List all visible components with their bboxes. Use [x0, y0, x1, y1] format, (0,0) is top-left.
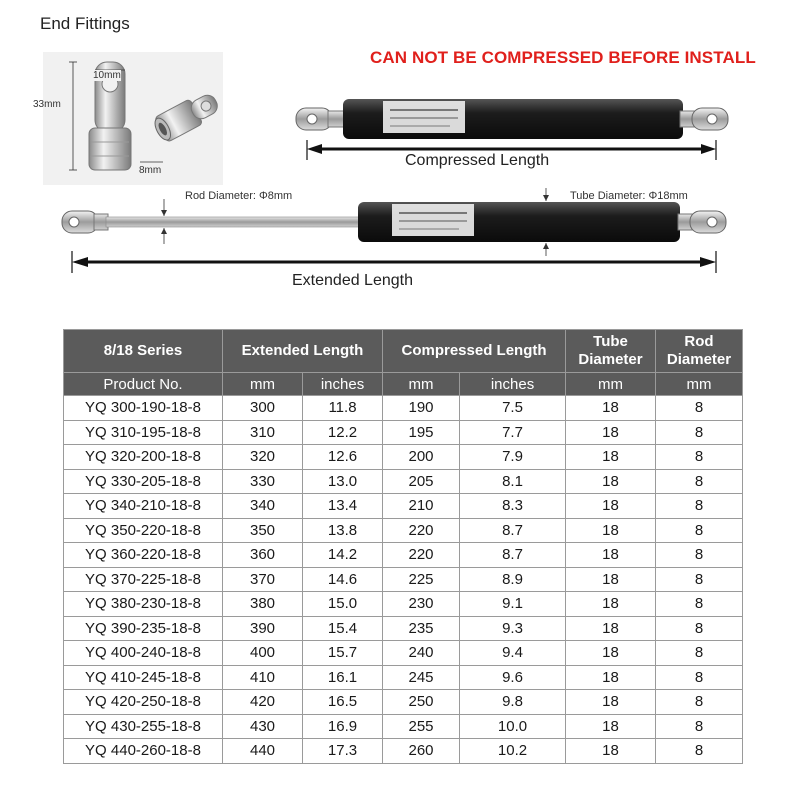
product-no-cell: YQ 350-220-18-8 — [64, 518, 223, 543]
subheader-unit: mm — [383, 373, 460, 396]
compressed-inches-cell: 7.7 — [460, 420, 566, 445]
table-row — [64, 592, 743, 617]
extended-mm-cell: 380 — [223, 592, 303, 617]
extended-mm-cell: 400 — [223, 641, 303, 666]
header-series: 8/18 Series — [64, 330, 223, 373]
product-no-cell: YQ 330-205-18-8 — [64, 469, 223, 494]
compressed-inches-cell: 7.9 — [460, 445, 566, 470]
compressed-mm-cell: 210 — [383, 494, 460, 519]
fitting-height-dimension: 33mm — [33, 99, 61, 110]
rod-diameter-cell: 8 — [656, 396, 743, 421]
header-compressed-length: Compressed Length — [383, 330, 566, 373]
extended-inches-cell: 13.0 — [303, 469, 383, 494]
compressed-mm-cell: 200 — [383, 445, 460, 470]
extended-mm-cell: 410 — [223, 665, 303, 690]
tube-diameter-cell: 18 — [566, 420, 656, 445]
tube-diameter-cell: 18 — [566, 714, 656, 739]
compressed-inches-cell: 8.1 — [460, 469, 566, 494]
extended-inches-cell: 11.8 — [303, 396, 383, 421]
product-no-cell: YQ 420-250-18-8 — [64, 690, 223, 715]
table-subheader-row — [64, 373, 743, 396]
compressed-inches-cell: 8.9 — [460, 567, 566, 592]
table-row — [64, 445, 743, 470]
compressed-inches-cell: 9.3 — [460, 616, 566, 641]
table-row — [64, 567, 743, 592]
end-fittings-title: End Fittings — [40, 14, 130, 33]
extended-inches-cell: 12.2 — [303, 420, 383, 445]
compressed-mm-cell: 250 — [383, 690, 460, 715]
tube-diameter-cell: 18 — [566, 567, 656, 592]
product-no-cell: YQ 390-235-18-8 — [64, 616, 223, 641]
tube-diameter-cell: 18 — [566, 469, 656, 494]
subheader-unit: mm — [566, 373, 656, 396]
compressed-inches-cell: 10.0 — [460, 714, 566, 739]
fitting-width-dimension: 10mm — [93, 70, 121, 81]
product-no-cell: YQ 320-200-18-8 — [64, 445, 223, 470]
rod-diameter-cell: 8 — [656, 616, 743, 641]
table-row — [64, 494, 743, 519]
tube-diameter-cell: 18 — [566, 445, 656, 470]
tube-diameter-cell: 18 — [566, 641, 656, 666]
compressed-inches-cell: 8.3 — [460, 494, 566, 519]
rod-diameter-cell: 8 — [656, 641, 743, 666]
install-warning: CAN NOT BE COMPRESSED BEFORE INSTALL — [370, 48, 756, 67]
header-rod-diameter: Rod Diameter — [656, 330, 743, 373]
tube-diameter-cell: 18 — [566, 592, 656, 617]
compressed-mm-cell: 255 — [383, 714, 460, 739]
rod-diameter-cell: 8 — [656, 665, 743, 690]
product-no-cell: YQ 310-195-18-8 — [64, 420, 223, 445]
table-row — [64, 469, 743, 494]
extended-inches-cell: 13.8 — [303, 518, 383, 543]
extended-mm-cell: 330 — [223, 469, 303, 494]
rod-diameter-cell: 8 — [656, 714, 743, 739]
table-row — [64, 396, 743, 421]
extended-mm-cell: 300 — [223, 396, 303, 421]
rod-diameter-cell: 8 — [656, 592, 743, 617]
table-row — [64, 543, 743, 568]
table-row — [64, 739, 743, 764]
extended-mm-cell: 360 — [223, 543, 303, 568]
extended-mm-cell: 350 — [223, 518, 303, 543]
extended-length-label: Extended Length — [292, 272, 413, 289]
compressed-mm-cell: 205 — [383, 469, 460, 494]
extended-inches-cell: 15.7 — [303, 641, 383, 666]
spec-table — [63, 329, 743, 764]
table-row — [64, 665, 743, 690]
product-no-cell: YQ 400-240-18-8 — [64, 641, 223, 666]
extended-mm-cell: 320 — [223, 445, 303, 470]
product-no-cell: YQ 370-225-18-8 — [64, 567, 223, 592]
table-row — [64, 616, 743, 641]
rod-diameter-cell: 8 — [656, 469, 743, 494]
compressed-inches-cell: 7.5 — [460, 396, 566, 421]
fitting-thread-dimension: 8mm — [139, 165, 162, 176]
tube-diameter-cell: 18 — [566, 739, 656, 764]
extended-mm-cell: 420 — [223, 690, 303, 715]
extended-gas-spring — [62, 202, 726, 242]
compressed-inches-cell: 8.7 — [460, 543, 566, 568]
extended-mm-cell: 370 — [223, 567, 303, 592]
extended-mm-cell: 340 — [223, 494, 303, 519]
rod-diameter-cell: 8 — [656, 739, 743, 764]
subheader-unit: inches — [303, 373, 383, 396]
compressed-mm-cell: 220 — [383, 543, 460, 568]
table-row — [64, 690, 743, 715]
extended-mm-cell: 310 — [223, 420, 303, 445]
extended-inches-cell: 15.0 — [303, 592, 383, 617]
compressed-inches-cell: 10.2 — [460, 739, 566, 764]
tube-diameter-cell: 18 — [566, 690, 656, 715]
product-no-cell: YQ 430-255-18-8 — [64, 714, 223, 739]
product-no-cell: YQ 380-230-18-8 — [64, 592, 223, 617]
compressed-inches-cell: 8.7 — [460, 518, 566, 543]
rod-diameter-cell: 8 — [656, 445, 743, 470]
header-tube-diameter: Tube Diameter — [566, 330, 656, 373]
extended-inches-cell: 16.5 — [303, 690, 383, 715]
rod-diameter-cell: 8 — [656, 494, 743, 519]
header-extended-length: Extended Length — [223, 330, 383, 373]
rod-diameter-cell: 8 — [656, 543, 743, 568]
extended-inches-cell: 16.9 — [303, 714, 383, 739]
compressed-mm-cell: 230 — [383, 592, 460, 617]
subheader-unit: mm — [223, 373, 303, 396]
extended-inches-cell: 13.4 — [303, 494, 383, 519]
subheader-unit: mm — [656, 373, 743, 396]
rod-diameter-cell: 8 — [656, 690, 743, 715]
compressed-mm-cell: 240 — [383, 641, 460, 666]
subheader-unit: inches — [460, 373, 566, 396]
compressed-mm-cell: 195 — [383, 420, 460, 445]
tube-diameter-cell: 18 — [566, 518, 656, 543]
tube-diameter-label: Tube Diameter: Φ18mm — [570, 190, 688, 202]
extended-inches-cell: 12.6 — [303, 445, 383, 470]
tube-diameter-cell: 18 — [566, 616, 656, 641]
tube-diameter-cell: 18 — [566, 396, 656, 421]
extended-inches-cell: 14.2 — [303, 543, 383, 568]
compressed-length-label: Compressed Length — [405, 152, 550, 169]
compressed-inches-cell: 9.8 — [460, 690, 566, 715]
table-row — [64, 518, 743, 543]
table-row — [64, 420, 743, 445]
tube-diameter-cell: 18 — [566, 494, 656, 519]
extended-mm-cell: 440 — [223, 739, 303, 764]
extended-inches-cell: 15.4 — [303, 616, 383, 641]
compressed-inches-cell: 9.1 — [460, 592, 566, 617]
compressed-mm-cell: 245 — [383, 665, 460, 690]
compressed-mm-cell: 235 — [383, 616, 460, 641]
tube-diameter-cell: 18 — [566, 665, 656, 690]
table-row — [64, 714, 743, 739]
compressed-mm-cell: 260 — [383, 739, 460, 764]
rod-diameter-cell: 8 — [656, 567, 743, 592]
extended-mm-cell: 390 — [223, 616, 303, 641]
compressed-mm-cell: 190 — [383, 396, 460, 421]
product-no-cell: YQ 440-260-18-8 — [64, 739, 223, 764]
table-header-row — [64, 330, 743, 373]
rod-diameter-cell: 8 — [656, 420, 743, 445]
extended-inches-cell: 16.1 — [303, 665, 383, 690]
subheader-product-no: Product No. — [64, 373, 223, 396]
extended-inches-cell: 14.6 — [303, 567, 383, 592]
compressed-inches-cell: 9.4 — [460, 641, 566, 666]
extended-mm-cell: 430 — [223, 714, 303, 739]
tube-diameter-cell: 18 — [566, 543, 656, 568]
extended-length-arrow — [72, 251, 716, 273]
compressed-mm-cell: 225 — [383, 567, 460, 592]
product-no-cell: YQ 360-220-18-8 — [64, 543, 223, 568]
compressed-gas-spring — [296, 99, 728, 139]
rod-diameter-cell: 8 — [656, 518, 743, 543]
rod-diameter-label: Rod Diameter: Φ8mm — [185, 190, 293, 202]
product-no-cell: YQ 340-210-18-8 — [64, 494, 223, 519]
extended-inches-cell: 17.3 — [303, 739, 383, 764]
product-no-cell: YQ 410-245-18-8 — [64, 665, 223, 690]
compressed-mm-cell: 220 — [383, 518, 460, 543]
product-no-cell: YQ 300-190-18-8 — [64, 396, 223, 421]
table-row — [64, 641, 743, 666]
compressed-inches-cell: 9.6 — [460, 665, 566, 690]
